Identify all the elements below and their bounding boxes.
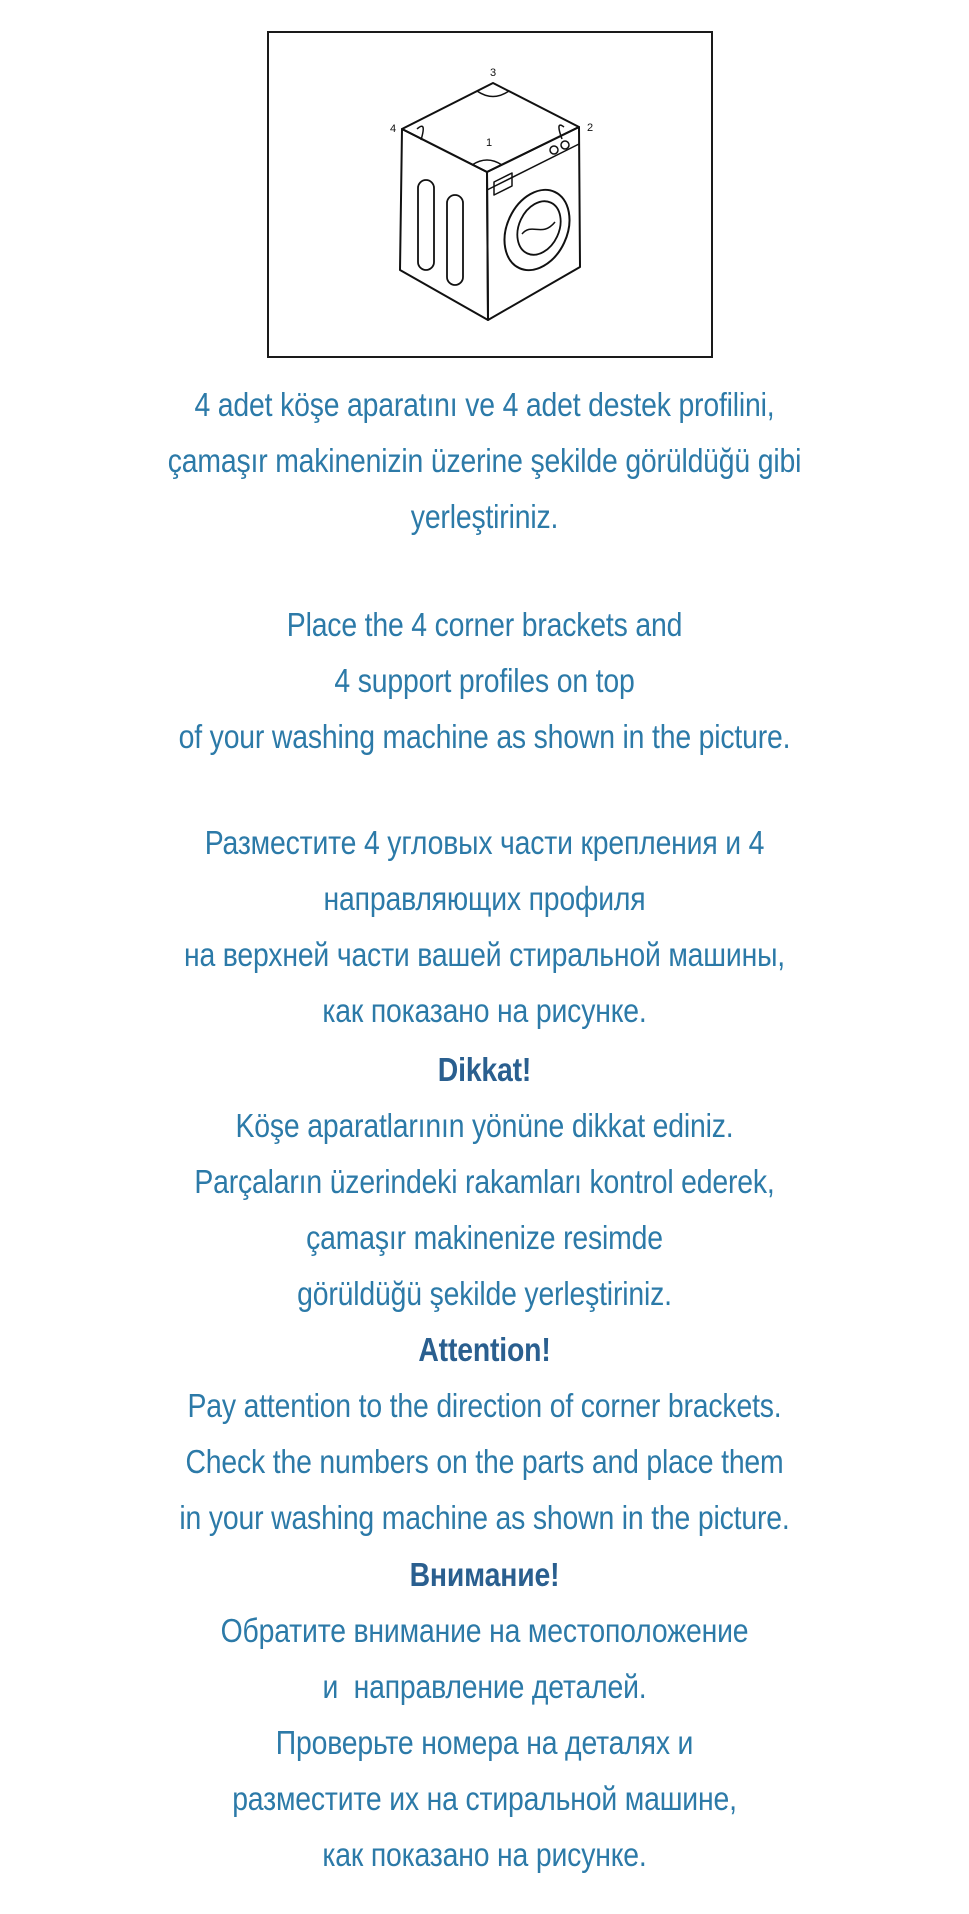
text-line: Проверьте номера на деталях и [275, 1724, 694, 1761]
text-line: of your washing machine as shown in the picture. [178, 718, 791, 755]
text-line: направляющих профиля [323, 880, 646, 917]
warning-heading-en: Attention! [418, 1331, 551, 1368]
text-line: как показано на рисунке. [322, 992, 647, 1029]
text-line: çamaşır makinenizin üzerine şekilde görüldüğü gibi [167, 442, 802, 479]
text-line: Разместите 4 угловых части крепления и 4 [204, 824, 765, 861]
corner-label-1: 1 [485, 137, 493, 149]
text-line: и направление деталей. [322, 1668, 647, 1705]
text-line: разместите их на стиральной машине, [232, 1780, 737, 1817]
text-line: Place the 4 corner brackets and [286, 606, 683, 643]
text-line: 4 support profiles on top [334, 662, 635, 699]
corner-label-4: 4 [389, 123, 397, 135]
text-line: görüldüğü şekilde yerleştiriniz. [297, 1275, 672, 1312]
warning-heading-ru: Внимание! [409, 1556, 560, 1593]
text-line: Parçaların üzerindeki rakamları kontrol ederek, [194, 1163, 775, 1200]
machine-left-face [400, 129, 488, 320]
text-line: Check the numbers on the parts and place them [185, 1443, 784, 1480]
english-intro [68, 597, 901, 765]
text-line: in your washing machine as shown in the picture. [179, 1499, 790, 1536]
text-line: yerleştiriniz. [410, 498, 559, 535]
text-line: 4 adet köşe aparatını ve 4 adet destek profilini, [194, 386, 775, 423]
text-line: Köşe aparatlarının yönüne dikkat ediniz. [235, 1107, 734, 1144]
turkish-warning [68, 1042, 901, 1322]
russian-warning [68, 1547, 901, 1883]
english-warning [68, 1322, 901, 1546]
text-line: Pay attention to the direction of corner brackets. [187, 1387, 782, 1424]
text-line: на верхней части вашей стиральной машины, [183, 936, 786, 973]
text-line: как показано на рисунке. [322, 1836, 647, 1873]
text-line: Обратите внимание на местоположение [220, 1612, 749, 1649]
corner-label-3: 3 [489, 67, 497, 79]
washing-machine-figure [267, 31, 713, 358]
corner-label-2: 2 [586, 122, 594, 134]
warning-heading-tr: Dikkat! [437, 1051, 532, 1088]
machine-front-face [487, 127, 580, 320]
washing-machine-diagram [269, 33, 711, 356]
russian-intro [68, 815, 901, 1039]
turkish-intro [68, 377, 901, 545]
text-line: çamaşır makinenize resimde [306, 1219, 663, 1256]
